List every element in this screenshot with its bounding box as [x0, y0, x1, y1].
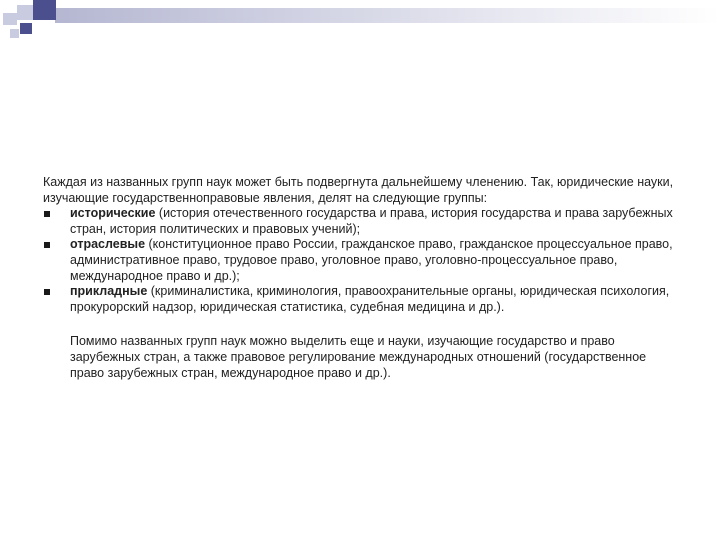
square-bullet-icon	[44, 289, 50, 295]
decor-square-light	[10, 29, 19, 38]
decor-square-light	[3, 13, 17, 25]
header-gradient-bar	[55, 8, 720, 23]
list-item	[43, 206, 683, 237]
header-decoration	[0, 0, 720, 40]
group-term: отраслевые	[70, 237, 146, 252]
extra-paragraph: Помимо названных групп наук можно выделить еще и науки, изучающие государство и право зарубежных стран, а также правовое регулирование международных отношений (государственное право зарубежных стран, международное право и др.).	[70, 334, 647, 380]
decor-square-dark	[33, 0, 56, 20]
decor-square-dark	[20, 23, 32, 34]
group-term: исторические	[70, 206, 156, 221]
square-bullet-icon	[44, 211, 50, 217]
group-description: (конституционное право России, гражданское право, гражданское процессуальное право, административное право, трудовое право, уголовное право, уголовно-процессуальное право, международное право и др.);	[70, 237, 673, 283]
square-bullet-icon	[44, 242, 50, 248]
group-description: (криминалистика, криминология, правоохранительные органы, юридическая психология, прокурорский надзор, юридическая статистика, судебная медицина и др.).	[70, 284, 670, 314]
decor-square-light	[17, 5, 33, 20]
group-description: (история отечественного государства и права, история государства и права зарубежных стран, история политических и правовых учений);	[70, 206, 673, 236]
list-item	[43, 237, 683, 284]
slide-content	[43, 175, 683, 381]
group-term: прикладные	[70, 284, 148, 299]
list-item	[43, 284, 683, 315]
groups-list	[43, 206, 683, 315]
intro-paragraph: Каждая из названных групп наук может быть подвергнута дальнейшему членению. Так, юридические науки, изучающие государственноправовые явления, делят на следующие группы:	[43, 175, 674, 205]
